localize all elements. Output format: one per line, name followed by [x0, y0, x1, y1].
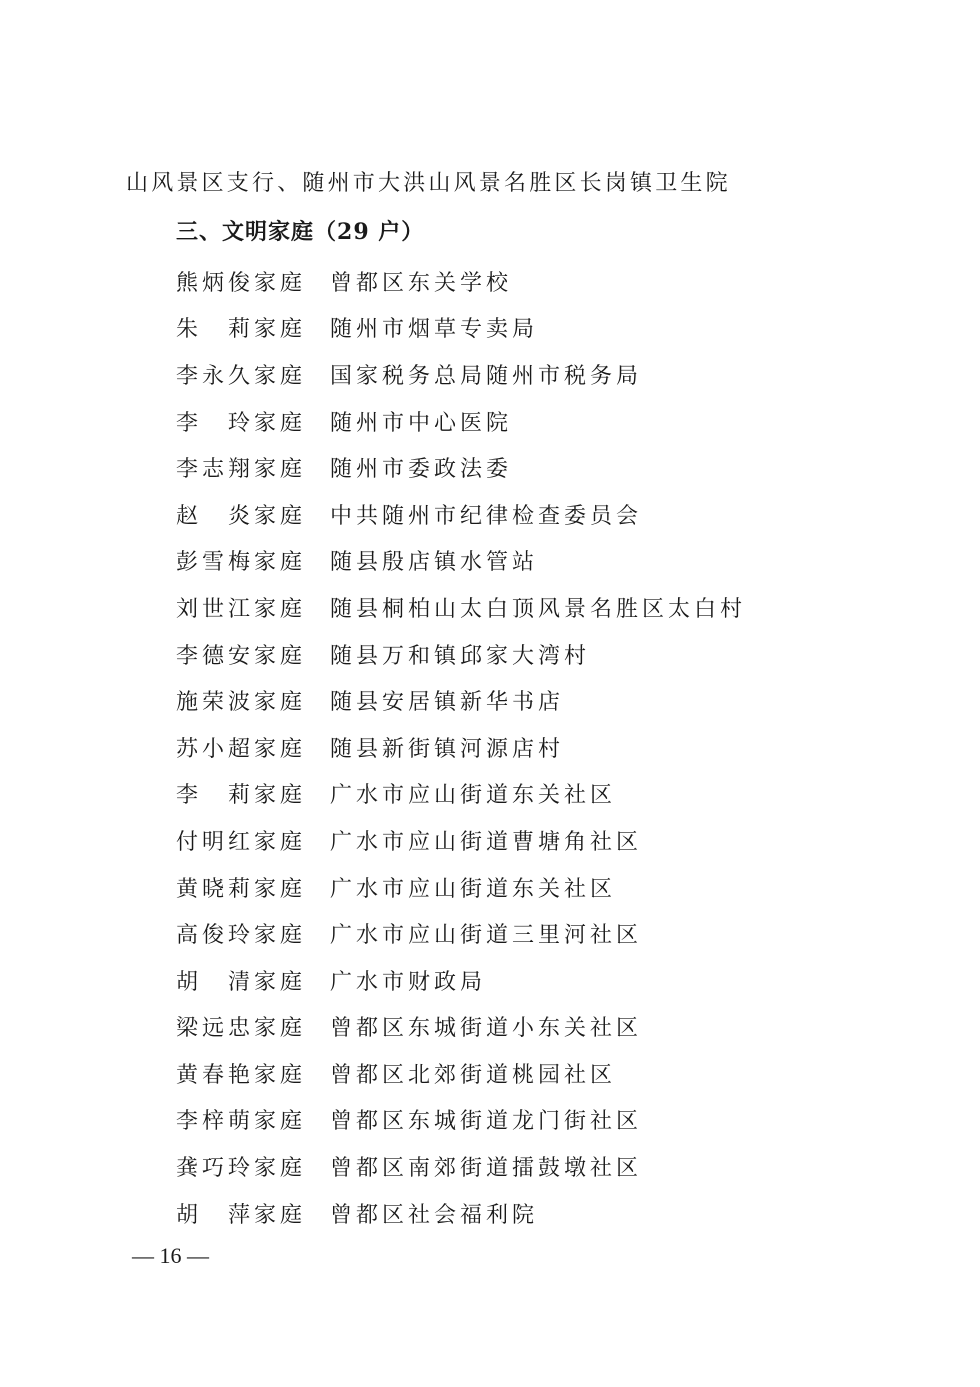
list-item	[176, 305, 746, 352]
list-item	[176, 1143, 746, 1190]
work-unit: 广水市应山街道三里河社区	[330, 923, 643, 949]
family-name: 高俊玲家庭	[176, 923, 307, 949]
list-item	[176, 771, 746, 818]
list-item	[176, 817, 746, 864]
section-heading	[176, 214, 424, 250]
list-item	[176, 1050, 746, 1097]
work-unit: 随州市委政法委	[330, 457, 513, 483]
list-item	[176, 584, 746, 631]
family-name: 李梓萌家庭	[176, 1109, 307, 1135]
family-name: 李 玲家庭	[176, 410, 307, 436]
list-item	[176, 491, 746, 538]
family-name: 梁远忠家庭	[176, 1016, 307, 1042]
family-name: 黄春艳家庭	[176, 1062, 307, 1088]
list-item	[176, 258, 746, 305]
list-item	[176, 1190, 746, 1237]
family-name: 李 莉家庭	[176, 783, 307, 809]
list-item	[176, 444, 746, 491]
work-unit: 曾都区东城街道龙门街社区	[330, 1109, 643, 1135]
family-name: 龚巧玲家庭	[176, 1156, 307, 1182]
family-name: 赵 炎家庭	[176, 503, 307, 529]
family-name: 彭雪梅家庭	[176, 550, 307, 576]
family-name: 付明红家庭	[176, 829, 307, 855]
work-unit: 随县桐柏山太白顶风景名胜区太白村	[330, 596, 747, 622]
family-name: 刘世江家庭	[176, 596, 307, 622]
section-title: 三、文明家庭	[176, 219, 315, 245]
work-unit: 随县安居镇新华书店	[330, 690, 565, 716]
work-unit: 曾都区东城街道小东关社区	[330, 1016, 643, 1042]
list-item	[176, 351, 746, 398]
work-unit: 曾都区南郊街道擂鼓墩社区	[330, 1156, 643, 1182]
work-unit: 随州市中心医院	[330, 410, 513, 436]
work-unit: 广水市财政局	[330, 969, 487, 995]
list-item	[176, 864, 746, 911]
family-name: 朱 莉家庭	[176, 317, 307, 343]
work-unit: 曾都区社会福利院	[330, 1202, 539, 1228]
work-unit: 随县殷店镇水管站	[330, 550, 539, 576]
list-item	[176, 538, 746, 585]
work-unit: 曾都区北郊街道桃园社区	[330, 1062, 617, 1088]
list-item	[176, 631, 746, 678]
family-name: 胡 清家庭	[176, 969, 307, 995]
work-unit: 随州市烟草专卖局	[330, 317, 539, 343]
work-unit: 广水市应山街道曹塘角社区	[330, 829, 643, 855]
work-unit: 曾都区东关学校	[330, 270, 513, 296]
family-name: 施荣波家庭	[176, 690, 307, 716]
family-name: 李永久家庭	[176, 363, 307, 389]
family-name: 苏小超家庭	[176, 736, 307, 762]
list-item	[176, 677, 746, 724]
family-name: 李德安家庭	[176, 643, 307, 669]
section-count: （29 户）	[314, 219, 425, 245]
list-item	[176, 724, 746, 771]
continuation-line: 山风景区支行、随州市大洪山风景名胜区长岗镇卫生院	[126, 171, 731, 196]
family-name: 李志翔家庭	[176, 457, 307, 483]
work-unit: 广水市应山街道东关社区	[330, 876, 617, 902]
work-unit: 随县新街镇河源店村	[330, 736, 565, 762]
family-name: 熊炳俊家庭	[176, 270, 307, 296]
list-item	[176, 398, 746, 445]
work-unit: 广水市应山街道东关社区	[330, 783, 617, 809]
family-list	[176, 258, 746, 1236]
list-item	[176, 957, 746, 1004]
page-number: — 16 —	[132, 1243, 209, 1268]
family-name: 黄晓莉家庭	[176, 876, 307, 902]
work-unit: 中共随州市纪律检查委员会	[330, 503, 643, 529]
family-name: 胡 萍家庭	[176, 1202, 307, 1228]
work-unit: 随县万和镇邱家大湾村	[330, 643, 591, 669]
list-item	[176, 1097, 746, 1144]
work-unit: 国家税务总局随州市税务局	[330, 363, 643, 389]
list-item	[176, 910, 746, 957]
list-item	[176, 1004, 746, 1051]
